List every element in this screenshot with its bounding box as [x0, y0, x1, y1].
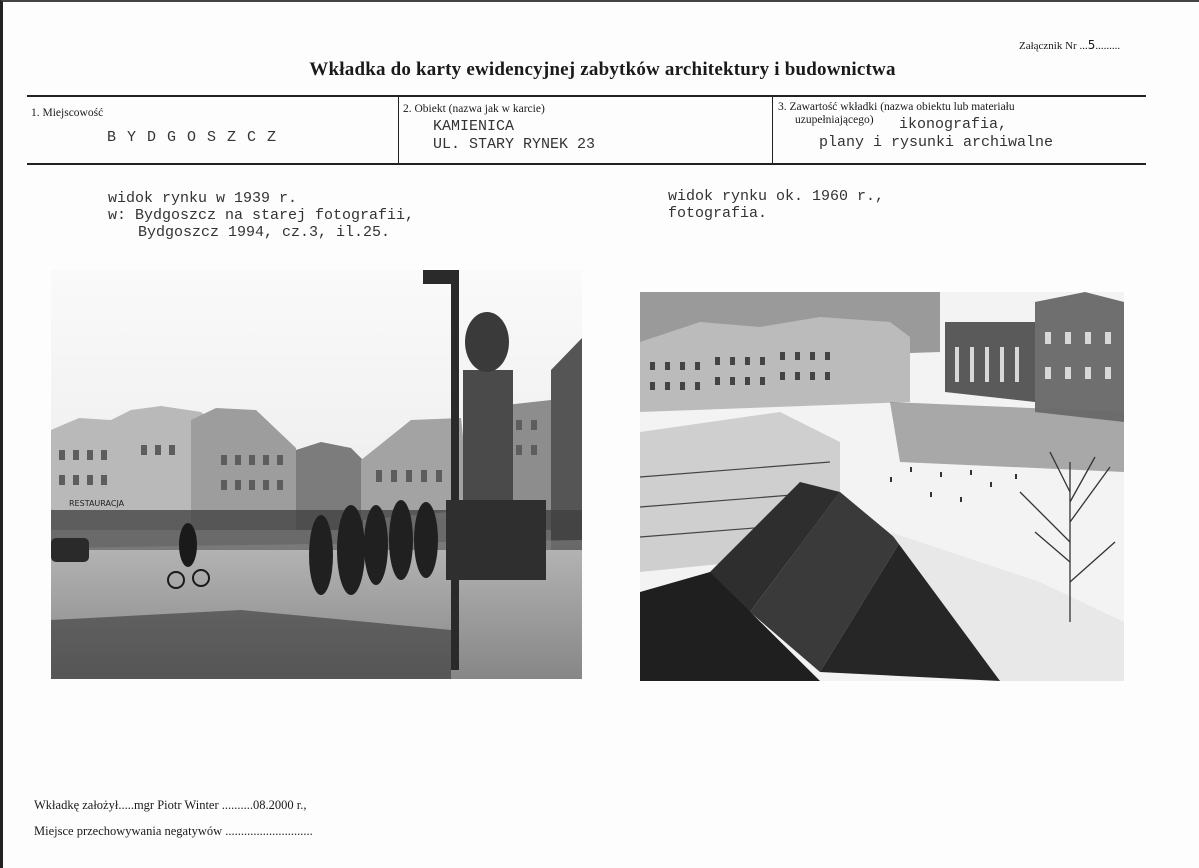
contents-value-1: ikonografia, — [899, 116, 1008, 133]
annex-number — [1019, 38, 1120, 52]
page-title: Wkładka do karty ewidencyjnej zabytków architektury i budownictwa — [309, 59, 896, 80]
left-caption-line-3: Bydgoszcz 1994, cz.3, il.25. — [138, 224, 391, 241]
locality-label: 1. Miejscowość — [31, 107, 104, 119]
left-caption-line-1: widok rynku w 1939 r. — [108, 190, 298, 207]
object-field — [399, 97, 773, 163]
locality-field — [27, 97, 399, 163]
annex-value: 5 — [1087, 38, 1096, 52]
object-name: KAMIENICA — [433, 118, 515, 135]
photo-1939-image — [51, 270, 582, 679]
object-label: 2. Obiekt (nazwa jak w karcie) — [403, 103, 545, 115]
right-caption-line-2: fotografia. — [668, 205, 768, 222]
photo-market-1939 — [51, 270, 582, 679]
restaurant-sign: RESTAURACJA — [69, 499, 125, 508]
created-by: Wkładkę założył.....mgr Piotr Winter ..........08.2000 r., — [34, 798, 307, 812]
negatives-storage: Miejsce przechowywania negatywów ............................ — [34, 824, 313, 838]
annex-label: Załącznik Nr ... — [1019, 40, 1088, 52]
locality-value: B Y D G O S Z C Z — [107, 129, 278, 146]
contents-field — [773, 97, 1146, 163]
object-address: UL. STARY RYNEK 23 — [433, 136, 596, 153]
left-caption-line-2: w: Bydgoszcz na starej fotografii, — [108, 207, 415, 224]
photo-market-1960 — [640, 292, 1124, 681]
contents-label: 3. Zawartość wkładki (nazwa obiektu lub materiału — [778, 101, 1015, 113]
header-fields — [27, 95, 1146, 165]
annex-dots: ......... — [1095, 40, 1121, 52]
contents-value-2: plany i rysunki archiwalne — [819, 134, 1054, 151]
contents-label-cont: uzupełniającego) — [795, 114, 874, 126]
photo-1960-image — [640, 292, 1124, 681]
right-caption-line-1: widok rynku ok. 1960 r., — [668, 188, 885, 205]
